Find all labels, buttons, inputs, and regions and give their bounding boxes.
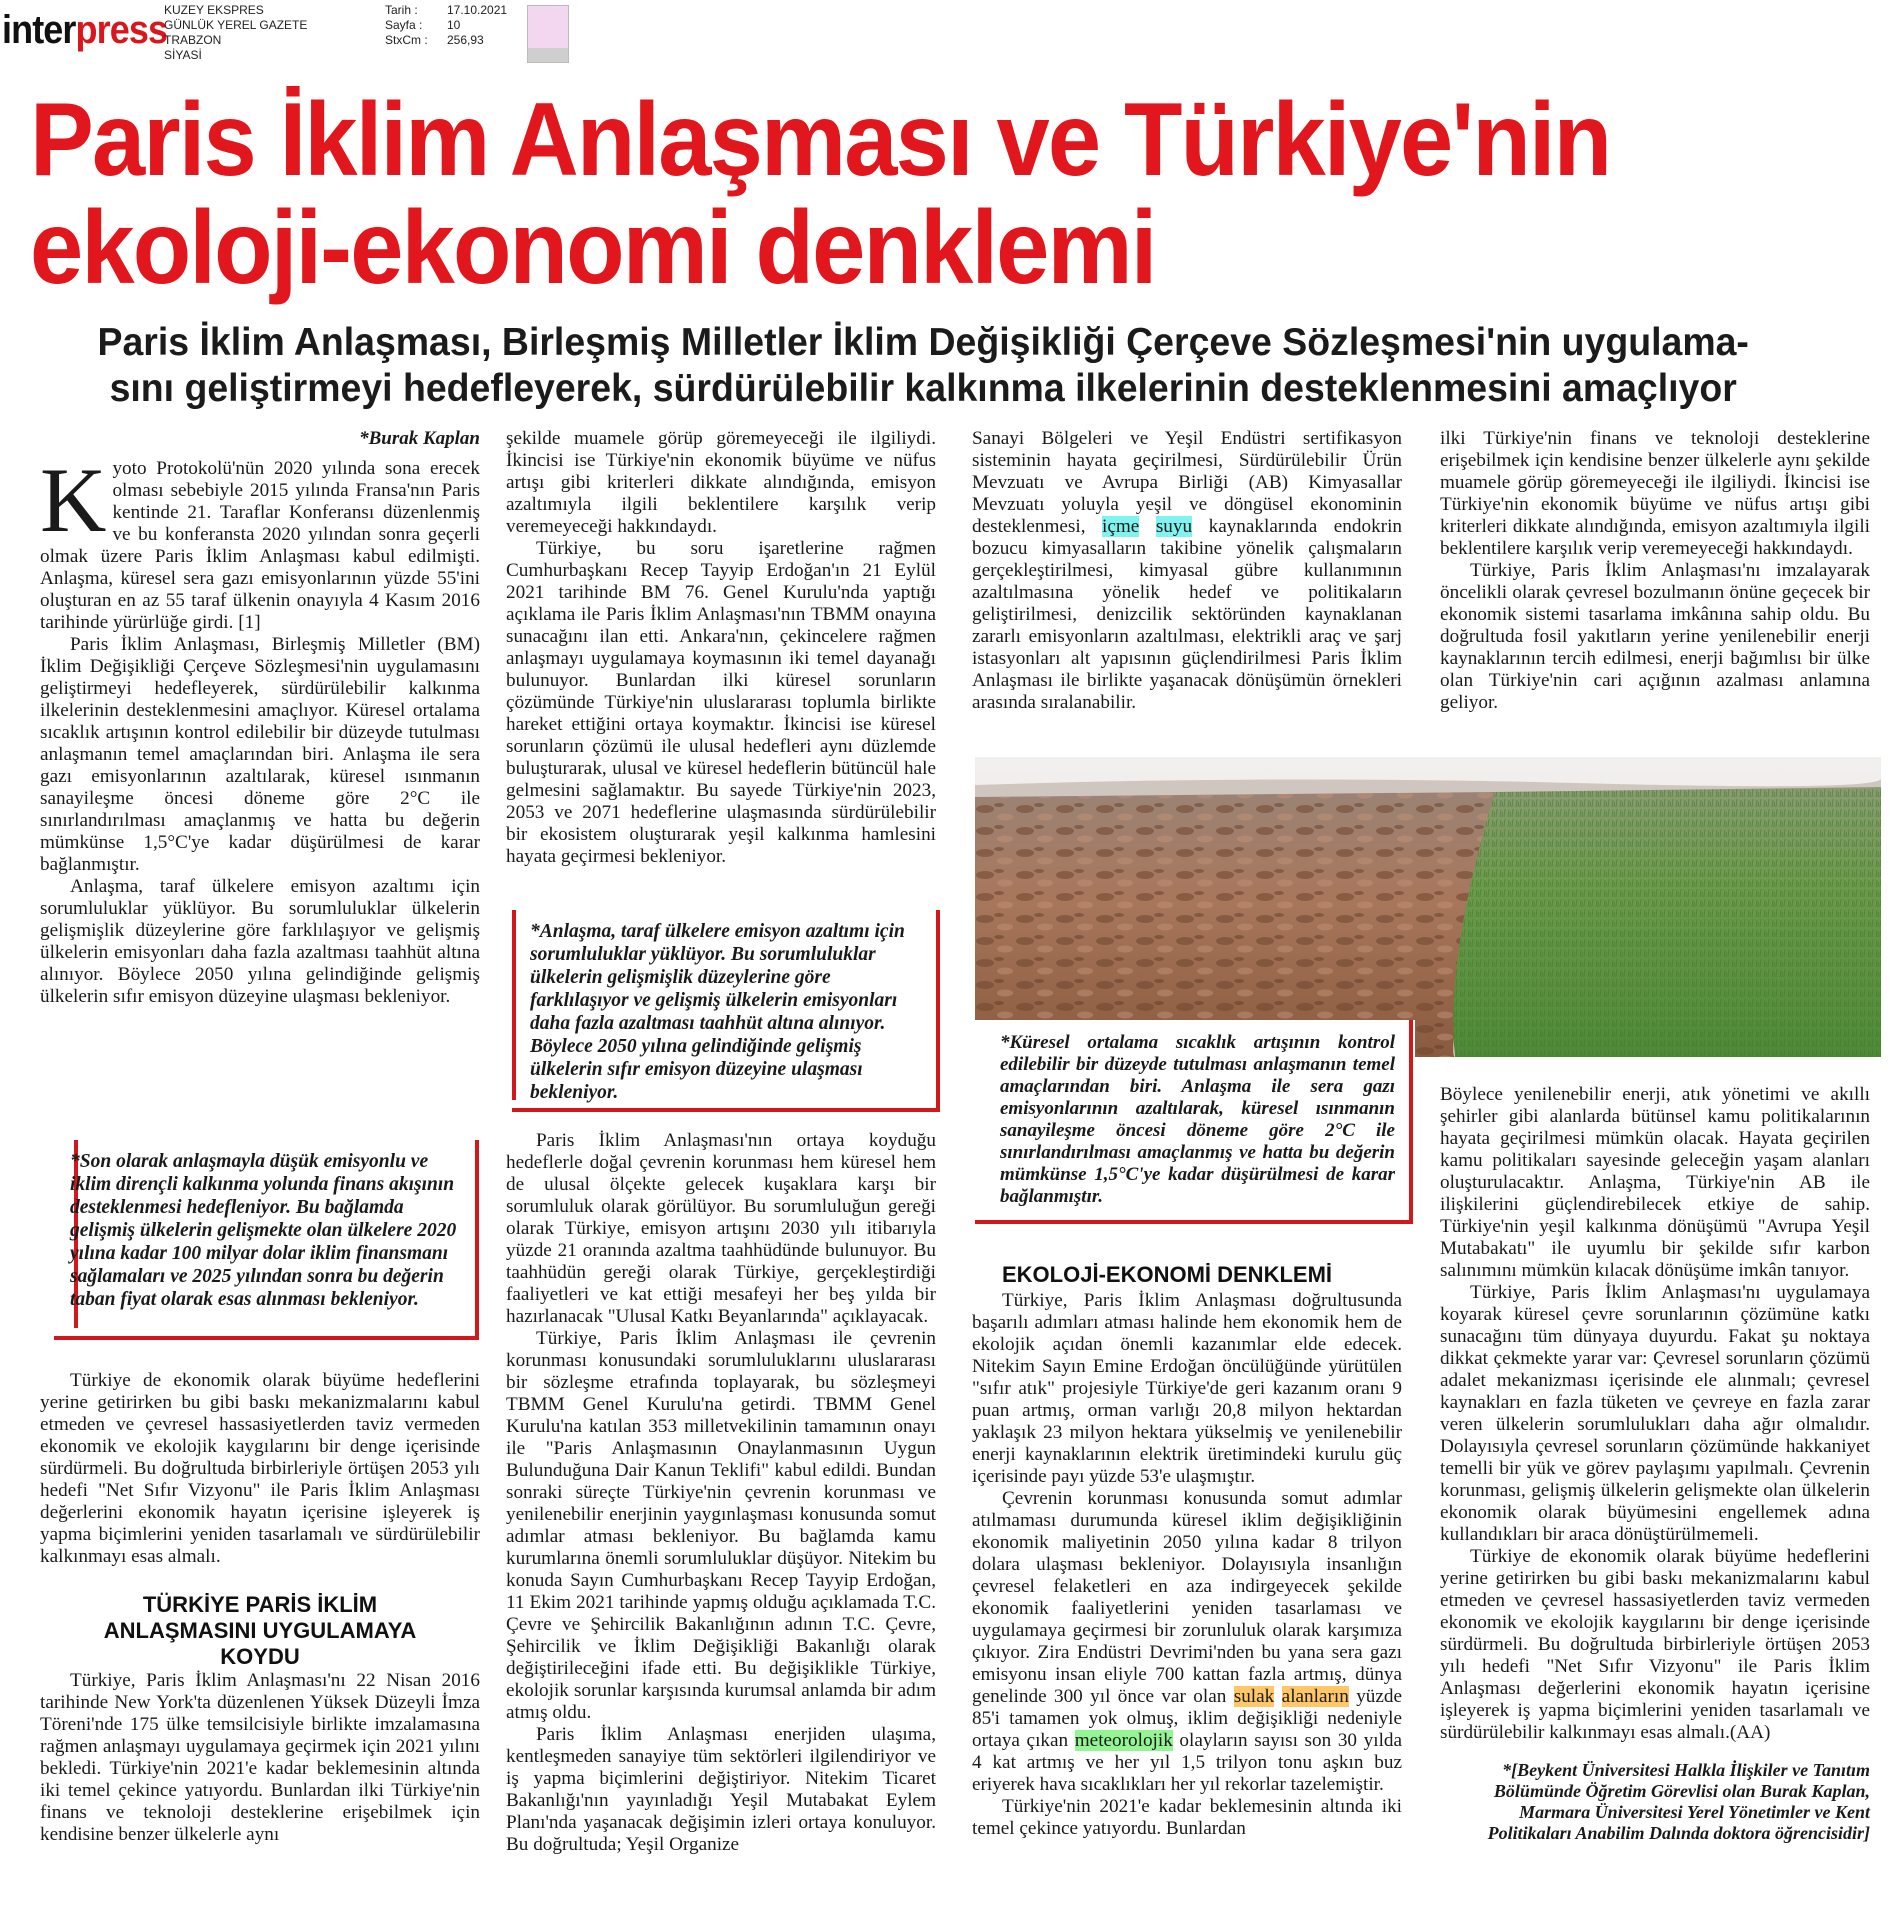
publication-info [164,3,307,63]
column-1 [40,428,480,1008]
subheadline-line-2: sını geliştirmeyi hedefleyerek, sürdürülebilir kalkınma ilkelerinin desteklenmesini amaçlıyor [109,367,1737,410]
plowed-field-and-grass-photo [975,757,1881,1057]
paragraph: Anlaşma, taraf ülkelere emisyon azaltımı için sorumluluklar yüklüyor. Bu sorumluluklar ülkelerin gelişmişlik düzeylerine göre farklılaşıyor ve gelişmiş ülkelerin emisyonları daha fazla azaltması taahhüt altına alınıyor. Böylece 2050 yılına gelindiğinde gelişmiş ülkelerin sıfır emisyon düzeyine ulaşması bekleniyor. [40,876,480,1007]
pull-quote-3: *Küresel ortalama sıcaklık artışının kontrol edilebilir bir düzeyde tutulması anlaşmanın temel amaçlarından biri. Anlaşma ile sera gazı emisyonlarının azaltılarak, küresel ısınmanın sanayileşme öncesi döneme göre 2°C ile sınırlandırılması amaçlanmış ve hatta bu değerin mümkünse 1,5°C'ye kadar düşürülmesi de karar bağlanmıştır. [1000,1032,1395,1207]
column-1-lower [40,1370,480,1846]
stxcm-value: 256,93 [447,33,484,47]
interpress-logo: interpress [2,8,168,52]
highlighted-term: suyu [1155,516,1193,537]
paragraph: Türkiye'nin 2021'e kadar beklemesinin altında iki temel çekince yatıyordu. Bunlardan [972,1796,1402,1839]
paragraph: Paris İklim Anlaşması enerjiden ulaşıma, kentleşmeden sanayiye tüm sektörleri ilgilendiriyor ve iş yapma biçimlerini değiştiriyor. Nitekim Ticaret Bakanlığı'nın yayınladığı Yeşil Mutabakat Eylem Planı'nda yaşanacak değişimin izleri ortaya konuluyor. Bu doğrultuda; Yeşil Organize [506,1724,936,1855]
paragraph: Türkiye, Paris İklim Anlaşması'nı imzalayarak öncelikli olarak çevresel bozulmanın önüne geçecek bir ekonomik sistemi tasarlama imkânına sahip oldu. Bu doğrultuda fosil yakıtların yerine yenilenebilir enerji kaynaklarının tercih edilmesi, enerji bağımlısı bir ülke olan Türkiye'nin cari açığının azalması anlamına geliyor. [1440,560,1870,713]
paragraph: Türkiye de ekonomik olarak büyüme hedeflerini yerine getirirken bu gibi baskı mekanizmalarını kabul etmeden ve çevresel hassasiyetlerden taviz vermeden ekonomik ve ekolojik kaygılarını bir denge içerisinde sürdürmeli. Bu doğrultuda birbirleriyle örtüşen 2053 yılı hedefi "Net Sıfır Vizyonu" ile Paris İklim Anlaşması değerlerini ekonomik hayatın içerisine işleyerek iş yapma biçimlerini yeniden tasarlamalı ve sürdürülebilir kalkınmayı esas almalı.(AA) [1440,1546,1870,1743]
pull-quote-2: *Anlaşma, taraf ülkelere emisyon azaltımı için sorumluluklar yüklüyor. Bu sorumluluklar ülkelerin gelişmişlik düzeylerine göre farklılaşıyor ve gelişmiş ülkelerin emisyonları daha fazla azaltması taahhüt altına alınıyor. Böylece 2050 yılına gelindiğinde gelişmiş ülkelerin sıfır emisyon düzeyine ulaşması bekleniyor. [530,921,905,1103]
date-value: 17.10.2021 [447,3,508,17]
page-thumbnail [527,5,569,63]
author-note: *[Beykent Üniversitesi Halkla İlişkiler ve Tanıtım Bölümünde Öğretim Görevlisi olan Burak Kaplan, Marmara Üniversitesi Yerel Yönetimler ve Kent Politikaları Anabilim Dalında doktora öğrencisidir] [1487,1760,1870,1843]
paragraph: Türkiye, Paris İklim Anlaşması doğrultusunda başarılı adımları atması halinde hem ekonomik hem de ekolojik açıdan önemli kazanımlar elde edecek. Nitekim Sayın Emine Erdoğan öncülüğünde yürütülen "sıfır atık" projesiyle Türkiye'de geri kazanım oranı 9 puan artmış, orman varlığı 20,8 milyon hektardan yaklaşık 23 milyon hektara yükselmiş ve yenilenebilir enerji kaynaklarının elektrik üretimindeki kurulu güç içerisinde payı yüzde 53'e ulaşmıştır. [972,1290,1402,1487]
section-heading-2: EKOLOJİ-EKONOMİ DENKLEMİ [1002,1262,1333,1287]
drop-cap: K [40,449,107,551]
headline [30,82,1741,306]
highlighted-term: içme [1102,516,1140,537]
paragraph: Çevrenin korunması konusunda somut adımlar atılmaması durumunda küresel iklim değişikliğinin ekonomik maliyetinin 2050 yılına kadar 8 trilyon dolara ulaşması bekleniyor. Dolayısıyla insanlığın çevresel felaketleri en aza indirgeyecek şekilde ekonomik faaliyetlerini yeniden tasarlaması ve uygulamaya geçirmesi bir zorunluluk olarak karşımıza çıkıyor. Zira Endüstri Devrimi'nden bu yana sera gazı emisyonu insan eliyle 700 kattan fazla artmış, dünya genelinde 300 yıl önce var olan sulak alanların yüzde 85'i tamamen yok olmuş, iklim değişikliği nedeniyle ortaya çıkan meteorolojik olayların sayısı son 30 yılda 4 kat artmış ve her yıl 1,5 trilyon tonu aşkın buz eriyerek hava sıcaklıkları her yıl rekorlar tazelemiştir. [972,1488,1403,1795]
highlighted-term: alanların [1281,1686,1349,1707]
paragraph: ilki Türkiye'nin finans ve teknoloji desteklerine erişebilmek için kendisine benzer ülkelerle aynı şekilde muamele görüp göremeyeceği ile ilgiliydi. İkincisi ise Türkiye'nin ekonomik büyüme ve nüfus artışı gibi kriterleri dikkate alındığında, emisyon azaltımıyla ilgili beklentilere karşılık verip veremeyeceği hakkındaydı. [1440,428,1870,559]
byline: *Burak Kaplan [359,428,480,449]
subheadline-line-1: Paris İklim Anlaşması, Birleşmiş Milletler İklim Değişikliği Çerçeve Sözleşmesi'nin uygulama- [97,321,1749,364]
meta-values [447,3,507,48]
paragraph: Türkiye, Paris İklim Anlaşması ile çevrenin korunması konusundaki sorumluluklarını uluslararası bir sözleşme etrafında toplayarak, bu sözleşmeyi TBMM Genel Kurulu'na getirdi. TBMM Genel Kurulu'na katılan 353 milletvekilinin tamamının onayı ile "Paris Anlaşmasının Onaylanmasının Uygun Bulunduğuna Dair Kanun Teklifi" kabul edildi. Bundan sonraki süreçte Türkiye'nin çevrenin korunması ve yenilenebilir enerjinin yaygınlaşması konusunda somut adımlar atması bekleniyor. Bu bağlamda kamu kurumlarına önemli sorumluluklar düşüyor. Nitekim bu konuda Sayın Cumhurbaşkanı Recep Tayyip Erdoğan, 11 Ekim 2021 tarihinde yapmış olduğu açıklamada T.C. Çevre ve Şehircilik Bakanlığının adının T.C. Çevre, Şehircilik ve İklim Değişikliği Bakanlığı olarak değiştirileceğini ifade etti. Bu değişiklikle Türkiye, ekolojik sorunlar karşısında kurumsal anlamda bir adım atmış oldu. [506,1328,936,1723]
stxcm-label: StxCm : [385,33,428,47]
subheadline [40,320,1806,412]
column-4-lower [1440,1084,1870,1844]
paragraph: Paris İklim Anlaşması, Birleşmiş Milletler (BM) İklim Değişikliği Çerçeve Sözleşmesi'nin uygulamasını geliştirmeyi hedefleyerek, sürdürülebilir kalkınma ilkelerinin desteklenmesini amaçlıyor. Küresel ortalama sıcaklık artışının kontrol edilebilir bir düzeyde tutulması anlaşmanın temel amaçlarından biri. Anlaşma ile sera gazı emisyonlarının azaltılarak, küresel ısınmanın sanayileşme öncesi döneme göre 2°C ile sınırlandırılması amaçlanmış ve hatta bu değerin mümkünse 1,5°C'ye kadar düşürülmesi de karar bağlanmıştır. [40,634,480,875]
paragraph: Türkiye, bu soru işaretlerine rağmen Cumhurbaşkanı Recep Tayyip Erdoğan'ın 21 Eylül 2021 tarihinde BM 76. Genel Kurulu'nda yaptığı açıklama ile Paris İklim Anlaşması'nın TBMM onayına sunacağını ilan etti. Ankara'nın, çekincelere rağmen anlaşmayı uygulamaya koymasının iki temel dayanağı bulunuyor. Bunlardan ilki küresel sorunların çözümünde Türkiye'nin uluslararası toplumla birlikte hareket ettiğini ortaya koymaktır. İkincisi ise küresel sorunların çözümü ile ulusal hedefleri aynı düzlemde buluşturarak, ulusal ve küresel hedeflerin bütüncül hale gelmesini sağlamaktır. Bu sayede Türkiye'nin 2023, 2053 ve 2071 hedeflerine ulaşmasında sürdürülebilir bir ekosistem oluşturarak yeşil kalkınma hamlesini hayata geçirmesi bekleniyor. [506,538,936,867]
paragraph: şekilde muamele görüp göremeyeceği ile ilgiliydi. İkincisi ise Türkiye'nin ekonomik büyüme ve nüfus artışı gibi kriterleri dikkate alındığında, emisyon azaltımıyla ilgili beklentilere karşılık verip veremeyeceği hakkındaydı. [506,428,936,537]
headline-line-1: Paris İklim Anlaşması ve Türkiye'nin [30,82,1611,198]
publication-category: SİYASİ [164,48,202,62]
column-3-lower [972,1262,1402,1840]
column-3 [972,428,1402,714]
paragraph: Türkiye, Paris İklim Anlaşması'nı uygulamaya koyarak küresel çevre sorunlarının çözümüne katkı sunacağını tüm dünyaya duyurdu. Fakat şu noktaya dikkat çekmekte yarar var: Çevresel sorunların çözümü adalet mekanizması içerisinde ele alınmalı; çevresel kaynakları en fazla tüketen ve çevreye en fazla zarar veren ülkelerin sorumlulukları daha ağır olmalıdır. Dolayısıyla çevresel sorunların çözümünde hakkaniyet temelli bir yük ve görev paylaşımı yapılmalı. Çevrenin korunması, gelişmiş ülkelerin gelişmekte olan ülkelerin ekonomik olarak büyümesini engellemek adına kullandıkları bir araca dönüştürülmemeli. [1440,1282,1870,1545]
pull-quote-1: *Son olarak anlaşmayla düşük emisyonlu ve iklim dirençli kalkınma yolunda finans akışının desteklenmesi hedefleniyor. Bu bağlamda gelişmiş ülkelerin gelişmekte olan ülkelere 2020 yılına kadar 100 milyar dolar iklim finansmanı sağlamaları ve 2025 yılından sonra bu değerin taban fiyat olarak esas alınması bekleniyor. [70,1151,457,1310]
paragraph: Paris İklim Anlaşması'nın ortaya koyduğu hedeflerle doğal çevrenin korunması hem küresel hem de ulusal ölçekte gelecek kuşaklara karşı bir sorumluluk olarak görülüyor. Bu sorumluluğun gereği olarak Türkiye, emisyon artışını 2030 yılı itibarıyla yüzde 21 oranında azaltma taahhüdünde bulunuyor. Bu taahhüdün gereği olarak Türkiye, gerçekleştirdiği faaliyetleri ve kat ettiği mesafeyi her beş yılda bir hazırlanacak "Ulusal Katkı Beyanlarında" açıklayacak. [506,1130,936,1327]
meta-labels [385,3,428,48]
section-heading-1: TÜRKİYE PARİS İKLİM ANLAŞMASINI UYGULAMAYA KOYDU [103,1592,417,1669]
column-4 [1440,428,1870,714]
publication-name: KUZEY EKSPRES [164,3,264,17]
paragraph: Sanayi Bölgeleri ve Yeşil Endüstri sertifikasyon sisteminin hayata geçirilmesi, Sürdürülebilir Ürün Mevzuatı ve Avrupa Birliği (AB) Kimyasallar Mevzuatı yoluyla yeşil ve döngüsel ekonominin desteklenmesi, içme suyu kaynaklarında endokrin bozucu kimyasalların takibine yönelik çalışmaların gerçekleştirilmesi, kimyasal gübre kullanımının azaltılmasına yönelik hedef ve politikaların geliştirilmesi, denizcilik sektöründen kaynaklanan zararlı emisyonların azaltılması, elektrikli araç ve şarj istasyonları alt yapısının güçlendirilmesi Paris İklim Anlaşması ile birlikte yaşanacak dönüşümün örnekleri arasında sıralanabilir. [972,428,1402,713]
headline-line-2: ekoloji-ekonomi denklemi [30,190,1156,306]
paragraph: Böylece yenilenebilir enerji, atık yönetimi ve akıllı şehirler gibi alanlarda bütünsel kamu politikalarının hayata geçirilmesi mümkün olacak. Hayata geçirilen kamu politikaları sayesinde geleceğin yaşam alanları oluşturulacaktır. Anlaşma, Türkiye'nin AB ile ilişkilerini güçlendirebilecek etkiye de sahip. Türkiye'nin yeşil kalkınma dönüşümü "Avrupa Yeşil Mutabakatı" ile uyumlu bir şekilde sıfır karbon salınımını mümkün kılacak dönüşüme imkân tanıyor. [1440,1084,1870,1281]
lead-paragraph: Kyoto Protokolü'nün 2020 yılında sona erecek olması sebebiyle 2015 yılında Fransa'nın Paris kentinde 21. Taraflar Konferansı düzenlenmiş ve bu konferansta 2020 yılından sonra geçerli olmak üzere Paris İklim Anlaşması kabul edilmişti. Anlaşma, küresel sera gazı emisyonlarının yüzde 55'ini oluşturan en az 55 taraf ülkenin onayıyla 4 Kasım 2016 tarihinde yürürlüğe girdi. [1] [40,449,480,633]
publication-type: GÜNLÜK YEREL GAZETE [164,18,308,32]
publication-city: TRABZON [164,33,222,47]
highlighted-term: sulak [1233,1686,1275,1707]
page-value: 10 [447,18,461,32]
column-2 [506,428,936,868]
column-2-lower [506,1130,936,1856]
highlighted-term: meteorolojik [1074,1730,1173,1751]
page-label: Sayfa : [385,18,423,32]
paragraph: Türkiye, Paris İklim Anlaşması'nı 22 Nisan 2016 tarihinde New York'ta düzenlenen Yüksek Düzeyli İmza Töreni'nde 175 ülke temsilcisiyle birlikte imzalamasına rağmen anlaşmayı uygulamaya geçirmek için 2021 yılını bekledi. Türkiye'nin 2021'e kadar beklemesinin altında iki temel çekince yatıyordu. Bunlardan ilki Türkiye'nin finans ve teknoloji desteklerine erişebilmek için kendisine benzer ülkelerle aynı [40,1670,480,1845]
paragraph: Türkiye de ekonomik olarak büyüme hedeflerini yerine getirirken bu gibi baskı mekanizmalarını kabul etmeden ve çevresel hassasiyetlerden taviz vermeden ekonomik ve ekolojik kaygılarını bir denge içerisinde sürdürmeli. Bu doğrultuda birbirleriyle örtüşen 2053 yılı hedefi "Net Sıfır Vizyonu" ile Paris İklim Anlaşması değerlerini ekonomik hayatın içerisine işleyerek iş yapma biçimlerini yeniden tasarlamalı ve sürdürülebilir kalkınmayı esas almalı. [40,1370,480,1567]
date-label: Tarih : [385,3,418,17]
